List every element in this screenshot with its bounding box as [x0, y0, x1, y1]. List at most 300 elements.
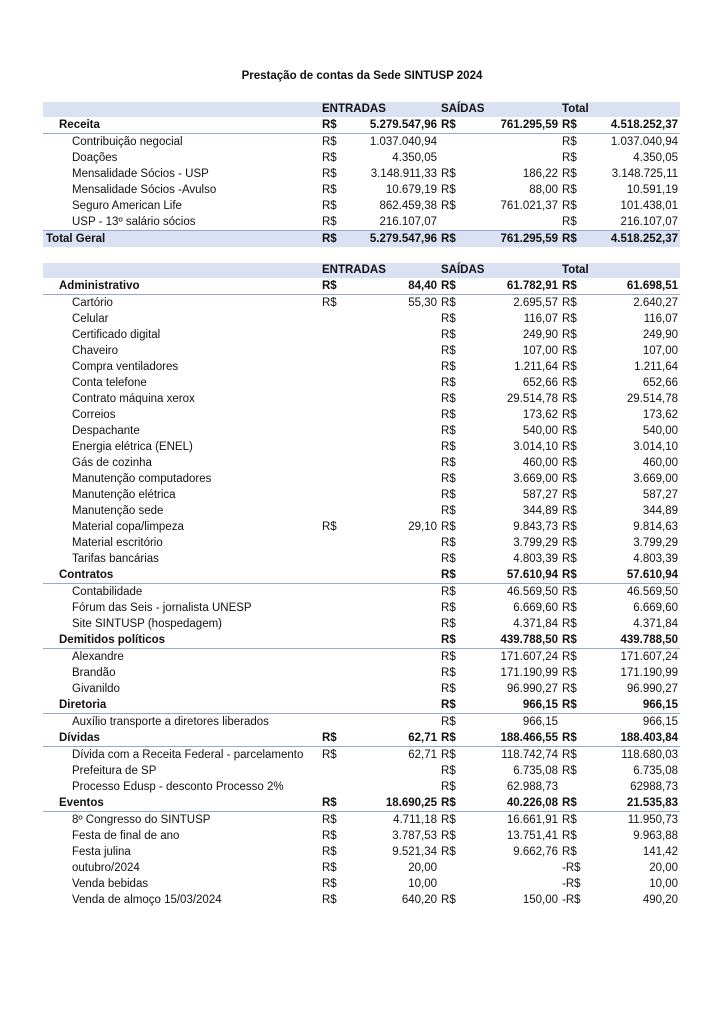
entradas-currency [320, 407, 352, 423]
row-label: Givanildo [72, 683, 120, 695]
saidas-value: 249,90 [522, 329, 559, 341]
row-label: Demitidos políticos [43, 632, 320, 649]
entradas-currency: R$ [322, 297, 337, 309]
total-currency: R$ [562, 846, 577, 858]
row-label: Brandão [72, 667, 116, 679]
total-value: 171.607,24 [620, 651, 679, 663]
saidas-value: 107,00 [522, 345, 559, 357]
saidas-currency: R$ [439, 278, 473, 295]
saidas-currency: R$ [441, 168, 456, 180]
entradas-value [352, 551, 439, 567]
entradas-currency [320, 439, 352, 455]
saidas-value: 761.021,37 [500, 200, 559, 212]
entradas-value: 10,00 [408, 878, 438, 890]
row-label: Despachante [72, 425, 140, 437]
entradas-value: 5.279.547,96 [352, 231, 439, 248]
total-value: 107,00 [642, 345, 679, 357]
document-title: Prestação de contas da Sede SINTUSP 2024 [241, 70, 483, 82]
total-value: 4.371,84 [633, 618, 679, 630]
entradas-value: 9.521,34 [392, 846, 438, 858]
entradas-currency: R$ [320, 117, 352, 134]
entradas-currency [320, 600, 352, 616]
total-currency: R$ [562, 537, 577, 549]
total-currency: R$ [562, 329, 577, 341]
entradas-currency [320, 584, 352, 601]
entradas-value [352, 375, 439, 391]
total-currency: R$ [562, 830, 577, 842]
total-value: 141,42 [642, 846, 679, 858]
entradas-currency: R$ [322, 168, 337, 180]
total-value: 61.698,51 [590, 278, 680, 295]
saidas-value: 4.803,39 [513, 553, 559, 565]
total-value: 3.799,29 [633, 537, 679, 549]
total-currency: R$ [560, 278, 590, 295]
total-value: 1.211,64 [634, 361, 679, 373]
total-value: 966,15 [642, 716, 679, 728]
entradas-value: 55,30 [408, 297, 438, 309]
entradas-value: 862.459,38 [379, 200, 438, 212]
total-value: 20,00 [649, 862, 679, 874]
saidas-currency: R$ [441, 651, 456, 663]
entradas-value [352, 327, 439, 343]
total-currency: R$ [562, 505, 577, 517]
entradas-value [352, 665, 439, 681]
saidas-currency: R$ [439, 697, 473, 714]
saidas-value: 966,15 [473, 697, 560, 714]
total-currency: R$ [562, 361, 577, 373]
saidas-value: 173,62 [522, 409, 559, 421]
saidas-value: 6.735,08 [513, 765, 559, 777]
total-currency: -R$ [562, 878, 581, 890]
saidas-currency: R$ [439, 567, 473, 584]
total-value: 29.514,78 [626, 393, 679, 405]
total-currency: R$ [562, 473, 577, 485]
entradas-currency [320, 343, 352, 359]
total-currency: R$ [562, 345, 577, 357]
item-row [43, 665, 680, 681]
entradas-value: 640,20 [401, 894, 438, 906]
total-value: 587,27 [642, 489, 679, 501]
row-label: Mensalidade Sócios - USP [72, 168, 209, 180]
entradas-value [352, 423, 439, 439]
item-row [43, 182, 680, 198]
total-value: 460,00 [642, 457, 679, 469]
receita-table [43, 102, 680, 247]
total-currency: R$ [562, 749, 577, 761]
entradas-currency: R$ [322, 216, 337, 228]
total-currency: R$ [560, 632, 590, 649]
saidas-value: 3.669,00 [513, 473, 559, 485]
row-label: Prefeitura de SP [72, 765, 157, 777]
total-value: 9.963,88 [633, 830, 679, 842]
row-label: Processo Edusp - desconto Processo 2% [72, 781, 284, 793]
saidas-currency: R$ [441, 377, 456, 389]
entradas-currency: R$ [322, 184, 337, 196]
saidas-currency: R$ [441, 441, 456, 453]
entradas-value [352, 600, 439, 616]
total-value: 4.518.252,37 [590, 117, 680, 134]
total-currency: R$ [562, 425, 577, 437]
total-value: 57.610,94 [590, 567, 680, 584]
total-currency: R$ [562, 651, 577, 663]
item-row [43, 714, 680, 731]
entradas-currency [320, 649, 352, 666]
total-currency: R$ [562, 618, 577, 630]
total-currency: -R$ [562, 894, 581, 906]
saidas-value: 9.843,73 [513, 521, 559, 533]
entradas-currency [320, 763, 352, 779]
entradas-currency [320, 567, 352, 584]
saidas-currency: R$ [441, 457, 456, 469]
item-row [43, 359, 680, 375]
entradas-value [352, 535, 439, 551]
saidas-value: 57.610,94 [473, 567, 560, 584]
total-value: 3.014,10 [633, 441, 679, 453]
entradas-value: 3.148.911,33 [370, 168, 438, 180]
saidas-currency: R$ [441, 361, 456, 373]
row-label: Seguro American Life [72, 200, 182, 212]
entradas-currency: R$ [322, 136, 337, 148]
total-value: 2.640,27 [633, 297, 679, 309]
entradas-currency: R$ [322, 894, 337, 906]
entradas-currency: R$ [322, 862, 337, 874]
total-value: 4.803,39 [633, 553, 679, 565]
saidas-currency: R$ [439, 117, 473, 134]
row-label: Contabilidade [72, 586, 143, 598]
row-label: Receita [43, 117, 320, 134]
item-row [43, 311, 680, 327]
entradas-currency [320, 327, 352, 343]
total-value: 966,15 [590, 697, 680, 714]
total-value: 10,00 [649, 878, 679, 890]
saidas-currency: R$ [441, 329, 456, 341]
item-row [43, 166, 680, 182]
section-row [43, 730, 680, 747]
saidas-value: 587,27 [522, 489, 559, 501]
saidas-currency: R$ [441, 618, 456, 630]
total-currency: R$ [562, 667, 577, 679]
item-row [43, 198, 680, 214]
entradas-value: 20,00 [408, 862, 438, 874]
entradas-currency [320, 665, 352, 681]
saidas-currency: R$ [441, 716, 456, 728]
saidas-value: 6.669,60 [513, 602, 559, 614]
total-currency: R$ [562, 136, 577, 148]
section-row [43, 567, 680, 584]
total-value: 216.107,07 [620, 216, 679, 228]
row-label: Venda de almoço 15/03/2024 [72, 894, 222, 906]
entradas-value [352, 632, 439, 649]
saidas-value: 46.569,50 [506, 586, 559, 598]
entradas-value [352, 359, 439, 375]
entradas-value [352, 471, 439, 487]
row-label: Manutenção sede [72, 505, 164, 517]
saidas-value: 3.014,10 [513, 441, 559, 453]
entradas-currency [320, 471, 352, 487]
total-value: 118.680,03 [621, 749, 679, 761]
column-header-entradas: ENTRADAS [320, 102, 439, 117]
entradas-value [352, 439, 439, 455]
saidas-currency: R$ [441, 553, 456, 565]
total-currency: R$ [562, 683, 577, 695]
saidas-currency: R$ [441, 830, 456, 842]
saidas-currency: R$ [441, 894, 456, 906]
entradas-currency: R$ [322, 830, 337, 842]
saidas-currency: R$ [441, 521, 456, 533]
saidas-currency: R$ [441, 489, 456, 501]
item-row [43, 779, 680, 795]
saidas-value: 150,00 [522, 894, 559, 906]
saidas-value: 540,00 [522, 425, 559, 437]
item-row [43, 649, 680, 666]
saidas-value: 171.190,99 [500, 667, 559, 679]
saidas-currency: R$ [439, 730, 473, 747]
item-row [43, 584, 680, 601]
saidas-value: 966,15 [522, 716, 559, 728]
entradas-currency: R$ [322, 152, 337, 164]
total-value: 21.535,83 [590, 795, 680, 812]
saidas-value: 61.782,91 [473, 278, 560, 295]
entradas-value: 1.037.040,94 [369, 136, 438, 148]
saidas-value [473, 214, 560, 231]
saidas-value: 9.662,76 [513, 846, 559, 858]
row-label: Energia elétrica (ENEL) [72, 441, 193, 453]
saidas-currency: R$ [441, 765, 456, 777]
entradas-value [352, 697, 439, 714]
total-currency [560, 779, 590, 795]
item-row [43, 535, 680, 551]
entradas-currency: R$ [322, 749, 337, 761]
saidas-value: 652,66 [522, 377, 559, 389]
total-currency: R$ [560, 231, 590, 248]
total-currency: R$ [560, 795, 590, 812]
entradas-currency [320, 551, 352, 567]
entradas-currency [320, 632, 352, 649]
section-row [43, 278, 680, 295]
row-label: Fórum das Seis - jornalista UNESP [72, 602, 252, 614]
saidas-currency: R$ [441, 586, 456, 598]
total-currency: R$ [562, 200, 577, 212]
item-row [43, 471, 680, 487]
saidas-currency: R$ [441, 313, 456, 325]
saidas-value: 460,00 [522, 457, 559, 469]
total-value: 490,20 [642, 894, 679, 906]
entradas-currency [320, 616, 352, 632]
saidas-currency: R$ [441, 537, 456, 549]
item-row [43, 150, 680, 166]
item-row [43, 375, 680, 391]
item-row [43, 876, 680, 892]
item-row [43, 892, 680, 908]
column-header-total: Total [560, 102, 680, 117]
row-label: Cartório [72, 297, 113, 309]
item-row [43, 439, 680, 455]
saidas-currency [439, 150, 473, 166]
total-currency: R$ [560, 730, 590, 747]
entradas-value [352, 343, 439, 359]
row-label: Administrativo [43, 278, 320, 295]
total-currency: R$ [562, 313, 577, 325]
entradas-value [352, 681, 439, 697]
total-value: 540,00 [642, 425, 679, 437]
entradas-value [352, 649, 439, 666]
saidas-value: 96.990,27 [506, 683, 559, 695]
total-value: 173,62 [642, 409, 679, 421]
total-value: 62988,73 [630, 781, 679, 793]
total-currency: R$ [562, 152, 577, 164]
saidas-value: 29.514,78 [506, 393, 559, 405]
total-value: 96.990,27 [626, 683, 679, 695]
entradas-value: 29,10 [408, 521, 438, 533]
row-label: Alexandre [72, 651, 124, 663]
item-row [43, 295, 680, 312]
entradas-currency [320, 311, 352, 327]
section-row [43, 632, 680, 649]
total-value: 4.350,05 [633, 152, 679, 164]
item-row [43, 503, 680, 519]
saidas-currency: R$ [441, 297, 456, 309]
total-currency: -R$ [562, 862, 581, 874]
saidas-currency [439, 214, 473, 231]
saidas-currency [439, 860, 473, 876]
total-currency: R$ [562, 765, 577, 777]
row-label: Gás de cozinha [72, 457, 152, 469]
row-label: Doações [72, 152, 118, 164]
row-label: Certificado digital [72, 329, 161, 341]
entradas-value: 3.787,53 [392, 830, 438, 842]
saidas-value: 188.466,55 [473, 730, 560, 747]
saidas-value [473, 876, 560, 892]
entradas-currency [320, 503, 352, 519]
saidas-value: 40.226,08 [473, 795, 560, 812]
row-label: Material escritório [72, 537, 163, 549]
column-header-row [43, 263, 680, 278]
saidas-value: 4.371,84 [513, 618, 559, 630]
entradas-currency [320, 714, 352, 731]
entradas-currency: R$ [322, 200, 337, 212]
entradas-currency [320, 487, 352, 503]
saidas-currency: R$ [441, 814, 456, 826]
total-currency: R$ [562, 457, 577, 469]
saidas-currency: R$ [441, 345, 456, 357]
row-label: Conta telefone [72, 377, 147, 389]
item-row [43, 327, 680, 343]
row-label: Manutenção elétrica [72, 489, 176, 501]
item-row [43, 134, 680, 151]
saidas-value: 16.661,91 [506, 814, 559, 826]
row-label: Site SINTUSP (hospedagem) [72, 618, 222, 630]
item-row [43, 763, 680, 779]
total-currency: R$ [562, 393, 577, 405]
entradas-value [352, 407, 439, 423]
entradas-value [352, 503, 439, 519]
item-row [43, 391, 680, 407]
entradas-currency [320, 359, 352, 375]
total-currency: R$ [562, 168, 577, 180]
saidas-currency: R$ [441, 505, 456, 517]
saidas-value: 344,89 [522, 505, 559, 517]
row-label: Venda bebidas [72, 878, 149, 890]
row-label: Compra ventiladores [72, 361, 179, 373]
column-header-total: Total [560, 263, 680, 278]
entradas-value [352, 455, 439, 471]
saidas-value: 13.751,41 [506, 830, 559, 842]
entradas-value [352, 311, 439, 327]
total-value: 3.148.725,11 [611, 168, 679, 180]
entradas-currency [320, 423, 352, 439]
row-label: Mensalidade Sócios -Avulso [72, 184, 217, 196]
item-row [43, 551, 680, 567]
section-row-receita [43, 117, 680, 134]
saidas-value: 761.295,59 [473, 231, 560, 248]
entradas-value: 4.711,18 [393, 814, 438, 826]
saidas-value: 1.211,64 [514, 361, 559, 373]
entradas-value [352, 763, 439, 779]
total-currency: R$ [562, 602, 577, 614]
item-row [43, 812, 680, 829]
column-header-saidas: SAÍDAS [439, 263, 560, 278]
entradas-currency: R$ [320, 730, 352, 747]
despesas-table [43, 263, 680, 908]
entradas-value: 10.679,19 [385, 184, 438, 196]
row-label: Eventos [43, 795, 320, 812]
total-currency: R$ [562, 216, 577, 228]
row-label: Contrato máquina xerox [72, 393, 195, 405]
entradas-currency [320, 535, 352, 551]
total-currency: R$ [560, 117, 590, 134]
entradas-value [352, 391, 439, 407]
column-header-row [43, 102, 680, 117]
item-row [43, 519, 680, 535]
row-label: Chaveiro [72, 345, 119, 357]
total-currency: R$ [562, 297, 577, 309]
saidas-currency: R$ [441, 425, 456, 437]
column-header-entradas: ENTRADAS [320, 263, 439, 278]
saidas-value: 171.607,24 [500, 651, 559, 663]
entradas-value: 216.107,07 [379, 216, 438, 228]
total-currency: R$ [562, 377, 577, 389]
entradas-value [352, 779, 439, 795]
total-value: 6.735,08 [633, 765, 679, 777]
total-value: 439.788,50 [590, 632, 680, 649]
saidas-currency: R$ [441, 781, 456, 793]
entradas-currency [320, 697, 352, 714]
total-value: 6.669,60 [633, 602, 679, 614]
row-label: USP - 13º salário sócios [72, 216, 196, 228]
entradas-value [352, 487, 439, 503]
row-label: Celular [72, 313, 109, 325]
entradas-currency: R$ [322, 878, 337, 890]
entradas-value [352, 714, 439, 731]
total-geral-row [43, 231, 680, 248]
row-label: Tarifas bancárias [72, 553, 159, 565]
total-value: 4.518.252,37 [590, 231, 680, 248]
entradas-value: 4.350,05 [392, 152, 438, 164]
item-row [43, 423, 680, 439]
row-label: Festa de final de ano [72, 830, 180, 842]
total-currency: R$ [562, 586, 577, 598]
item-row [43, 860, 680, 876]
row-label: Correios [72, 409, 116, 421]
total-currency: R$ [562, 814, 577, 826]
row-label: Festa julina [72, 846, 131, 858]
item-row [43, 600, 680, 616]
entradas-value: 18.690,25 [352, 795, 439, 812]
row-label: Contribuição negocial [72, 136, 183, 148]
total-currency: R$ [562, 521, 577, 533]
entradas-currency: R$ [320, 278, 352, 295]
total-value: 116,07 [643, 313, 679, 325]
